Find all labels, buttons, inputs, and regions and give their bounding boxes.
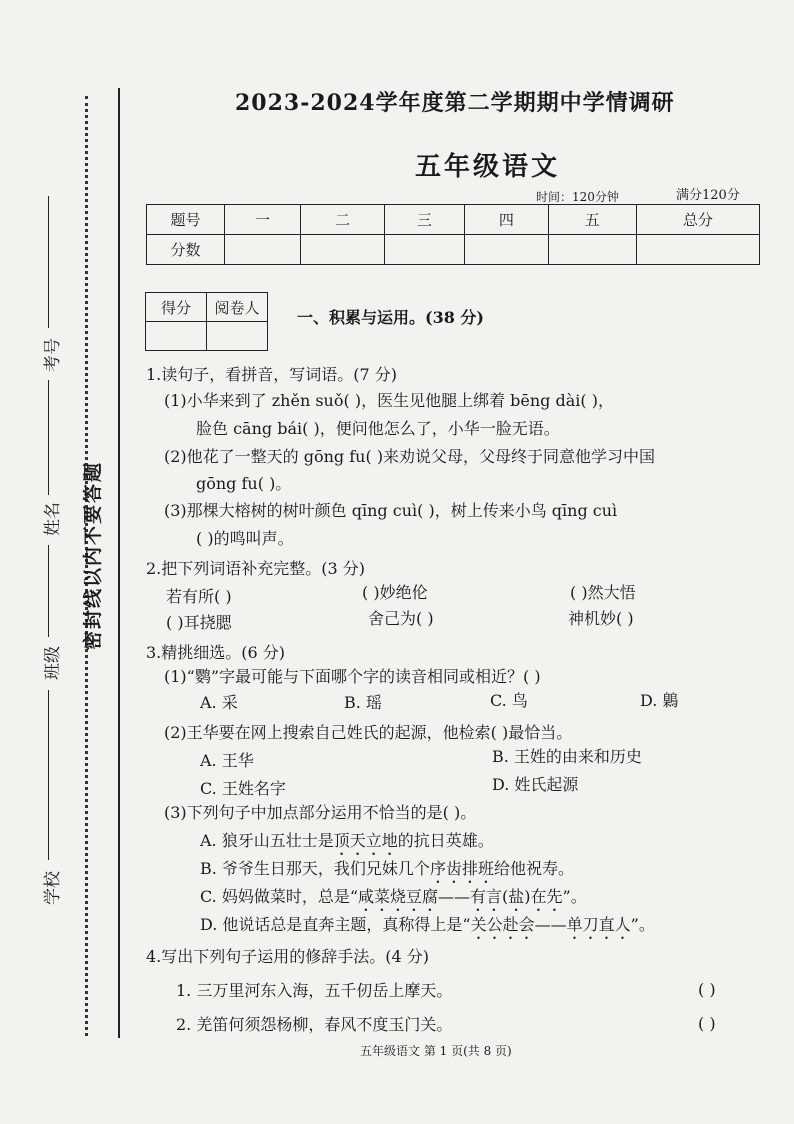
xuexiao-label: 学校 bbox=[43, 871, 63, 905]
score-table-cell: 五 bbox=[548, 205, 636, 235]
xingming-field[interactable] bbox=[48, 380, 49, 495]
q1-line[interactable]: 脸色 cāng bái( )，便问他怎么了，小华一脸无语。 bbox=[196, 419, 560, 438]
q3-option[interactable] bbox=[200, 856, 574, 887]
page-footer: 五年级语文 第 1 页(共 8 页) bbox=[360, 1044, 512, 1058]
xingming-label: 姓名 bbox=[43, 502, 63, 536]
q4-answer-paren[interactable]: ( ) bbox=[698, 1014, 716, 1033]
q3-stem[interactable]: (2)王华要在网上搜索自己姓氏的起源，他检索( )最恰当。 bbox=[164, 723, 573, 742]
banji-label: 班级 bbox=[43, 646, 63, 680]
q1-line[interactable]: gōng fu( )。 bbox=[196, 474, 292, 493]
score-table-header-row bbox=[147, 205, 760, 235]
q3-option[interactable]: A. 采 bbox=[200, 693, 238, 712]
q3-title: 3.精挑细选。(6 分) bbox=[146, 643, 286, 662]
score-table-cell: 四 bbox=[464, 205, 548, 235]
exam-title: 2023-2024学年度第二学期期中学情调研 bbox=[235, 90, 675, 116]
q1-line[interactable]: (1)小华来到了 zhěn suǒ( )，医生见他腿上绑着 bēng dài( )， bbox=[164, 391, 614, 410]
score-input-cell[interactable] bbox=[384, 235, 464, 265]
q3-option[interactable]: D. 姓氏起源 bbox=[492, 775, 579, 794]
section-one-title: 一、积累与运用。(38 分) bbox=[297, 308, 484, 327]
seal-warning: 密封线以内不要答题 bbox=[82, 460, 104, 650]
dotted-phrase: 关公赴会——单刀直人 bbox=[470, 915, 631, 934]
q1-line[interactable]: ( )的鸣叫声。 bbox=[196, 529, 294, 548]
dotted-phrase: 顶天立地 bbox=[333, 831, 398, 850]
q4-title: 4.写出下列句子运用的修辞手法。(4 分) bbox=[146, 947, 430, 966]
grader-table-cell: 得分 bbox=[146, 293, 207, 322]
option-text: A. 狼牙山五壮士是 bbox=[200, 831, 334, 850]
score-table-cell: 一 bbox=[225, 205, 301, 235]
q2-blank[interactable]: ( )妙绝伦 bbox=[362, 583, 428, 602]
grader-table-cell: 阅卷人 bbox=[207, 293, 268, 322]
score-table-cell: 二 bbox=[301, 205, 385, 235]
dotted-phrase: 咸菜烧豆腐——有言(盐)在先 bbox=[358, 887, 563, 906]
q3-option[interactable]: B. 瑶 bbox=[344, 693, 382, 712]
score-input-cell[interactable] bbox=[464, 235, 548, 265]
option-text: C. 妈妈做菜时，总是“ bbox=[200, 887, 359, 906]
grader-input-cell[interactable] bbox=[207, 322, 268, 351]
option-text: 的抗日英雄。 bbox=[397, 831, 494, 850]
kaohao-field[interactable] bbox=[48, 196, 49, 328]
score-table-score-row bbox=[147, 235, 760, 265]
score-input-cell[interactable] bbox=[548, 235, 636, 265]
q3-stem[interactable]: (1)“鹦”字最可能与下面哪个字的读音相同或相近？( ) bbox=[164, 667, 541, 686]
q4-item: 1. 三万里河东入海，五千仞岳上摩天。 bbox=[176, 981, 453, 1000]
q3-option[interactable] bbox=[200, 828, 494, 859]
option-text: ”。 bbox=[562, 887, 587, 906]
score-input-cell[interactable] bbox=[636, 235, 759, 265]
q2-blank[interactable]: 舍己为( ) bbox=[368, 609, 434, 628]
q3-option[interactable]: A. 王华 bbox=[200, 751, 254, 770]
kaohao-label: 考号 bbox=[43, 338, 63, 372]
score-input-cell[interactable] bbox=[301, 235, 385, 265]
binding-strip bbox=[0, 0, 135, 1124]
option-text: 给他祝寿。 bbox=[493, 859, 574, 878]
score-table-cell: 题号 bbox=[147, 205, 225, 235]
banji-field[interactable] bbox=[48, 545, 49, 637]
q3-option[interactable]: D. 鷍 bbox=[640, 691, 679, 710]
score-input-cell[interactable] bbox=[225, 235, 301, 265]
q2-blank[interactable]: 神机妙( ) bbox=[568, 609, 634, 628]
q3-option[interactable]: B. 王姓的由来和历史 bbox=[492, 747, 642, 766]
q3-option[interactable]: C. 王姓名字 bbox=[200, 779, 286, 798]
score-table-cell: 分数 bbox=[147, 235, 225, 265]
dotted-phrase: 序齿排班 bbox=[429, 859, 494, 878]
q1-line[interactable]: (3)那棵大榕树的树叶颜色 qīng cuì( )，树上传来小鸟 qīng cuì bbox=[164, 501, 618, 520]
full-score: 满分120分 bbox=[676, 188, 740, 203]
option-text: ”。 bbox=[630, 915, 655, 934]
q2-blank[interactable]: ( )然大悟 bbox=[570, 583, 636, 602]
q3-option[interactable]: C. 鸟 bbox=[490, 691, 528, 710]
q4-answer-paren[interactable]: ( ) bbox=[698, 980, 716, 999]
q2-title: 2.把下列词语补充完整。(3 分) bbox=[146, 559, 366, 578]
grader-table bbox=[145, 292, 268, 351]
grader-input-cell[interactable] bbox=[146, 322, 207, 351]
time-limit: 时间：120分钟 bbox=[536, 190, 619, 204]
q2-blank[interactable]: 若有所( ) bbox=[166, 587, 232, 606]
q1-title: 1.读句子，看拼音，写词语。(7 分) bbox=[146, 365, 398, 384]
score-table-cell: 总分 bbox=[636, 205, 759, 235]
seal-solid-line bbox=[118, 88, 120, 1038]
q4-item: 2. 羌笛何须怨杨柳，春风不度玉门关。 bbox=[176, 1015, 453, 1034]
score-table bbox=[146, 204, 760, 265]
q3-option[interactable] bbox=[200, 884, 587, 915]
q1-line[interactable]: (2)他花了一整天的 gōng fu( )来劝说父母，父母终于同意他学习中国 bbox=[164, 447, 656, 466]
score-table-cell: 三 bbox=[384, 205, 464, 235]
exam-subtitle: 五年级语文 bbox=[415, 152, 561, 182]
xuexiao-field[interactable] bbox=[48, 690, 49, 860]
option-text: B. 爷爷生日那天，我们兄妹几个 bbox=[200, 859, 430, 878]
q3-stem[interactable]: (3)下列句子中加点部分运用不恰当的是( )。 bbox=[164, 803, 477, 822]
q3-option[interactable] bbox=[200, 912, 655, 943]
q2-blank[interactable]: ( )耳挠腮 bbox=[166, 613, 232, 632]
option-text: D. 他说话总是直奔主题，真称得上是“ bbox=[200, 915, 471, 934]
